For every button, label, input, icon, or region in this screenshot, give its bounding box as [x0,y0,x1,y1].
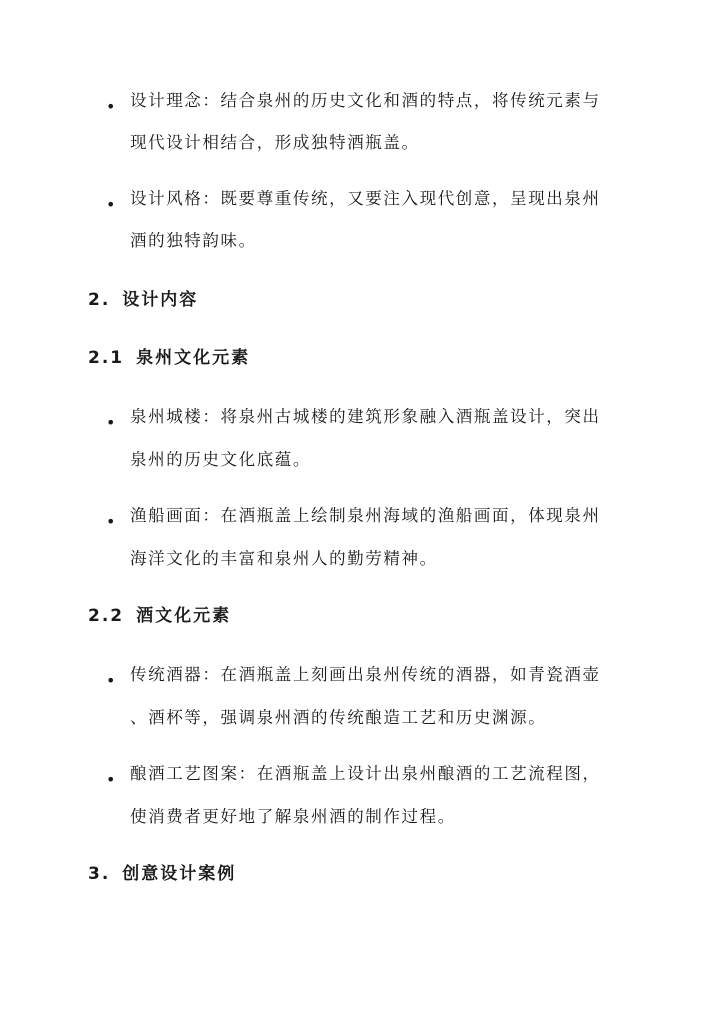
bullet-text-line: 泉州的历史文化底蕴。 [130,450,311,469]
bullet-text-line: 酒的独特韵味。 [130,231,257,250]
bullet-icon: • [106,671,116,690]
bullet-text-line: 设计风格：既要尊重传统，又要注入现代创意，呈现出泉州 [130,189,601,208]
bullet-text-line: 传统酒器：在酒瓶盖上刻画出泉州传统的酒器，如青瓷酒壶 [130,665,601,684]
section-number: 3. [88,864,111,884]
bullet-text-line: 设计理念：结合泉州的历史文化和酒的特点，将传统元素与 [130,91,601,110]
bullet-icon: • [106,512,116,531]
section-title: 泉州文化元素 [136,348,251,368]
bullet-text-line: 、酒杯等，强调泉州酒的传统酿造工艺和历史渊源。 [130,708,547,727]
section-title: 酒文化元素 [136,606,232,626]
bullet-text-line: 使消费者更好地了解泉州酒的制作过程。 [130,807,456,826]
section-number: 2.1 [88,348,125,368]
bullet-text-line: 现代设计相结合，形成独特酒瓶盖。 [130,133,420,152]
bullet-text-line: 海洋文化的丰富和泉州人的勤劳精神。 [130,549,438,568]
bullet-text-line: 泉州城楼：将泉州古城楼的建筑形象融入酒瓶盖设计，突出 [130,407,601,426]
bullet-text-line: 酿酒工艺图案：在酒瓶盖上设计出泉州酿酒的工艺流程图， [130,764,601,783]
bullet-icon: • [106,413,116,432]
section-title: 设计内容 [122,290,199,310]
section-number: 2. [88,290,111,310]
section-heading [88,605,231,627]
section-heading [88,289,198,311]
section-number: 2.2 [88,606,125,626]
section-title: 创意设计案例 [122,864,237,884]
bullet-icon: • [106,97,116,116]
section-heading [88,347,250,369]
bullet-icon: • [106,195,116,214]
bullet-icon: • [106,770,116,789]
section-heading [88,863,236,885]
bullet-text-line: 渔船画面：在酒瓶盖上绘制泉州海域的渔船画面，体现泉州 [130,506,601,525]
